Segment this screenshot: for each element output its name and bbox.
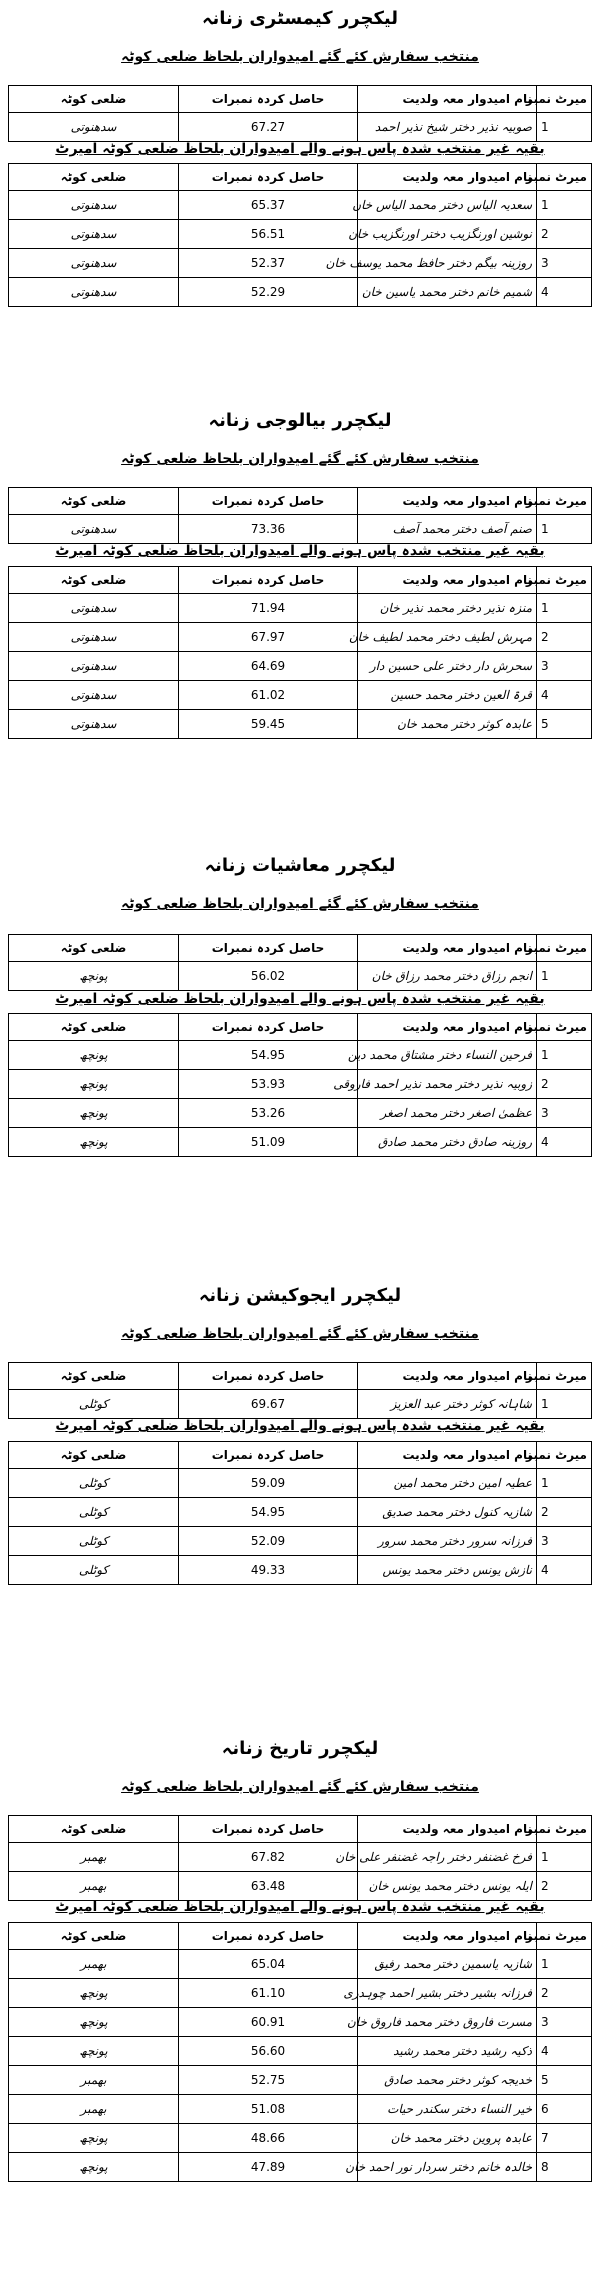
marks-cell: 67.82 [179, 1843, 358, 1872]
marks-cell: 69.67 [179, 1390, 358, 1419]
remaining-heading: بقیہ غیر منتخب شدہ پاس ہونے والے امیدواران بلحاظ ضلعی کوٹہ امیرٹ [55, 991, 545, 1007]
marks-header: حاصل کردہ نمبرات [179, 1014, 358, 1041]
district-cell: سدھنوتی [9, 191, 179, 220]
candidates-table [8, 163, 592, 307]
table-row [9, 278, 592, 307]
name-header: نام امیدوار معہ ولدیت [358, 1923, 537, 1950]
marks-cell: 54.95 [179, 1498, 358, 1527]
district-cell: پونچھ [9, 1070, 179, 1099]
merit-cell: 2 [537, 220, 592, 249]
table-row [9, 220, 592, 249]
district-cell: کوٹلی [9, 1390, 179, 1419]
merit-cell: 1 [537, 191, 592, 220]
table-row [9, 1556, 592, 1585]
district-cell: سدھنوتی [9, 220, 179, 249]
marks-header: حاصل کردہ نمبرات [179, 1816, 358, 1843]
name-cell: زوبیہ نذیر دختر محمد نذیر احمد فاروقی [358, 1070, 537, 1099]
marks-cell: 61.10 [179, 1979, 358, 2008]
merit-cell: 2 [537, 623, 592, 652]
name-cell: خالدہ خانم دختر سردار نور احمد خان [358, 2153, 537, 2182]
table-row [9, 1099, 592, 1128]
header-row [9, 488, 592, 515]
merit-cell: 1 [537, 515, 592, 544]
candidates-table [8, 85, 592, 142]
district-cell: پونچھ [9, 1041, 179, 1070]
district-header: ضلعی کوٹہ [9, 935, 179, 962]
marks-header: حاصل کردہ نمبرات [179, 1923, 358, 1950]
name-header: نام امیدوار معہ ولدیت [358, 1442, 537, 1469]
merit-header: میرٹ نمبر [537, 567, 592, 594]
table-row [9, 2037, 592, 2066]
selected-heading: منتخب سفارش کئے گئے امیدواران بلحاظ ضلعی کوٹہ [121, 1326, 479, 1342]
table-row [9, 962, 592, 991]
name-cell: فرزانہ سرور دختر محمد سرور [358, 1527, 537, 1556]
merit-cell: 1 [537, 113, 592, 142]
merit-cell: 3 [537, 652, 592, 681]
marks-cell: 67.97 [179, 623, 358, 652]
merit-header: میرٹ نمبر [537, 1014, 592, 1041]
name-header: نام امیدوار معہ ولدیت [358, 164, 537, 191]
name-cell: ذکیہ رشید دختر محمد رشید [358, 2037, 537, 2066]
name-cell: روزینہ صادق دختر محمد صادق [358, 1128, 537, 1157]
name-cell: قرۃ العین دختر محمد حسین [358, 681, 537, 710]
name-cell: فرزانہ بشیر دختر بشیر احمد چوہدری [358, 1979, 537, 2008]
district-cell: بھمبر [9, 1843, 179, 1872]
merit-header: میرٹ نمبر [537, 935, 592, 962]
table-row [9, 2153, 592, 2182]
district-cell: بھمبر [9, 1950, 179, 1979]
table-row [9, 2095, 592, 2124]
marks-header: حاصل کردہ نمبرات [179, 1363, 358, 1390]
marks-header: حاصل کردہ نمبرات [179, 164, 358, 191]
name-cell: نوشین اورنگزیب دختر اورنگزیب خان [358, 220, 537, 249]
table-row [9, 681, 592, 710]
district-cell: پونچھ [9, 1099, 179, 1128]
name-cell: صنم آصف دختر محمد آصف [358, 515, 537, 544]
marks-cell: 73.36 [179, 515, 358, 544]
merit-cell: 2 [537, 1979, 592, 2008]
marks-cell: 51.08 [179, 2095, 358, 2124]
district-cell: کوٹلی [9, 1556, 179, 1585]
marks-cell: 52.09 [179, 1527, 358, 1556]
table-row [9, 1527, 592, 1556]
header-row [9, 86, 592, 113]
remaining-heading: بقیہ غیر منتخب شدہ پاس ہونے والے امیدواران بلحاظ ضلعی کوٹہ امیرٹ [55, 543, 545, 559]
merit-cell: 1 [537, 594, 592, 623]
name-cell: نازش یونس دختر محمد یونس [358, 1556, 537, 1585]
district-cell: سدھنوتی [9, 278, 179, 307]
marks-cell: 56.60 [179, 2037, 358, 2066]
merit-cell: 5 [537, 710, 592, 739]
merit-header: میرٹ نمبر [537, 1363, 592, 1390]
table-row [9, 594, 592, 623]
merit-cell: 2 [537, 1498, 592, 1527]
marks-cell: 56.02 [179, 962, 358, 991]
marks-cell: 54.95 [179, 1041, 358, 1070]
header-row [9, 935, 592, 962]
district-header: ضلعی کوٹہ [9, 1014, 179, 1041]
table-row [9, 1128, 592, 1157]
district-cell: پونچھ [9, 2037, 179, 2066]
district-cell: پونچھ [9, 962, 179, 991]
name-cell: فرخ غضنفر دختر راجہ غضنفر علی خان [358, 1843, 537, 1872]
table-row [9, 113, 592, 142]
district-header: ضلعی کوٹہ [9, 1363, 179, 1390]
marks-header: حاصل کردہ نمبرات [179, 567, 358, 594]
name-cell: ایلہ یونس دختر محمد یونس خان [358, 1872, 537, 1901]
remaining-heading: بقیہ غیر منتخب شدہ پاس ہونے والے امیدواران بلحاظ ضلعی کوٹہ امیرٹ [55, 141, 545, 157]
name-cell: منزہ نذیر دختر محمد نذیر خان [358, 594, 537, 623]
candidates-table [8, 1815, 592, 1901]
merit-cell: 1 [537, 1843, 592, 1872]
district-cell: بھمبر [9, 2066, 179, 2095]
selected-heading: منتخب سفارش کئے گئے امیدواران بلحاظ ضلعی کوٹہ [121, 451, 479, 467]
merit-header: میرٹ نمبر [537, 164, 592, 191]
name-cell: خدیجہ کوثر دختر محمد صادق [358, 2066, 537, 2095]
district-header: ضلعی کوٹہ [9, 1923, 179, 1950]
marks-header: حاصل کردہ نمبرات [179, 488, 358, 515]
name-cell: سعدیہ الیاس دختر محمد الیاس خان [358, 191, 537, 220]
district-cell: بھمبر [9, 2095, 179, 2124]
district-cell: بھمبر [9, 1872, 179, 1901]
marks-cell: 61.02 [179, 681, 358, 710]
selected-heading: منتخب سفارش کئے گئے امیدواران بلحاظ ضلعی کوٹہ [121, 896, 479, 912]
name-cell: انجم رزاق دختر محمد رزاق خان [358, 962, 537, 991]
header-row [9, 1923, 592, 1950]
selected-heading: منتخب سفارش کئے گئے امیدواران بلحاظ ضلعی کوٹہ [121, 49, 479, 65]
name-cell: خیر النساء دختر سکندر حیات [358, 2095, 537, 2124]
table-row [9, 2124, 592, 2153]
district-cell: کوٹلی [9, 1469, 179, 1498]
table-row [9, 1872, 592, 1901]
district-header: ضلعی کوٹہ [9, 1816, 179, 1843]
district-cell: پونچھ [9, 2153, 179, 2182]
marks-cell: 59.45 [179, 710, 358, 739]
section-title: لیکچرر کیمسٹری زنانہ [201, 8, 399, 29]
merit-cell: 3 [537, 1099, 592, 1128]
header-row [9, 1014, 592, 1041]
name-cell: مسرت فاروق دختر محمد فاروق خان [358, 2008, 537, 2037]
merit-cell: 5 [537, 2066, 592, 2095]
district-cell: پونچھ [9, 2008, 179, 2037]
merit-cell: 7 [537, 2124, 592, 2153]
district-header: ضلعی کوٹہ [9, 488, 179, 515]
district-cell: کوٹلی [9, 1527, 179, 1556]
remaining-heading: بقیہ غیر منتخب شدہ پاس ہونے والے امیدواران بلحاظ ضلعی کوٹہ امیرٹ [55, 1418, 545, 1434]
merit-cell: 4 [537, 2037, 592, 2066]
candidates-table [8, 1922, 592, 2182]
name-cell: صوبیہ نذیر دختر شیخ نذیر احمد [358, 113, 537, 142]
marks-cell: 49.33 [179, 1556, 358, 1585]
table-row [9, 2066, 592, 2095]
table-row [9, 1469, 592, 1498]
name-cell: عطیہ امین دختر محمد امین [358, 1469, 537, 1498]
merit-cell: 2 [537, 1070, 592, 1099]
section-title: لیکچرر ایجوکیشن زنانہ [198, 1285, 402, 1306]
merit-cell: 1 [537, 1041, 592, 1070]
district-cell: سدھنوتی [9, 652, 179, 681]
marks-cell: 67.27 [179, 113, 358, 142]
section-title: لیکچرر معاشیات زنانہ [204, 855, 396, 876]
merit-header: میرٹ نمبر [537, 1442, 592, 1469]
district-cell: سدھنوتی [9, 681, 179, 710]
merit-cell: 1 [537, 1950, 592, 1979]
merit-cell: 4 [537, 681, 592, 710]
candidates-table [8, 1441, 592, 1585]
header-row [9, 1816, 592, 1843]
district-header: ضلعی کوٹہ [9, 86, 179, 113]
merit-cell: 4 [537, 278, 592, 307]
section-title: لیکچرر تاریخ زنانہ [221, 1738, 379, 1759]
merit-cell: 1 [537, 1469, 592, 1498]
name-header: نام امیدوار معہ ولدیت [358, 935, 537, 962]
merit-cell: 4 [537, 1128, 592, 1157]
merit-header: میرٹ نمبر [537, 1923, 592, 1950]
candidates-table [8, 1013, 592, 1157]
table-row [9, 1979, 592, 2008]
district-header: ضلعی کوٹہ [9, 1442, 179, 1469]
marks-cell: 53.26 [179, 1099, 358, 1128]
marks-cell: 52.29 [179, 278, 358, 307]
name-cell: عابدہ پروین دختر محمد خان [358, 2124, 537, 2153]
district-cell: سدھنوتی [9, 710, 179, 739]
merit-cell: 6 [537, 2095, 592, 2124]
marks-cell: 65.04 [179, 1950, 358, 1979]
header-row [9, 1442, 592, 1469]
table-row [9, 1950, 592, 1979]
table-row [9, 1498, 592, 1527]
table-row [9, 710, 592, 739]
marks-cell: 71.94 [179, 594, 358, 623]
marks-cell: 48.66 [179, 2124, 358, 2153]
district-cell: کوٹلی [9, 1498, 179, 1527]
marks-cell: 63.48 [179, 1872, 358, 1901]
table-row [9, 1041, 592, 1070]
merit-cell: 4 [537, 1556, 592, 1585]
header-row [9, 567, 592, 594]
marks-cell: 52.75 [179, 2066, 358, 2095]
table-row [9, 191, 592, 220]
header-row [9, 164, 592, 191]
name-header: نام امیدوار معہ ولدیت [358, 1014, 537, 1041]
marks-cell: 56.51 [179, 220, 358, 249]
table-row [9, 2008, 592, 2037]
table-row [9, 1070, 592, 1099]
district-cell: سدھنوتی [9, 515, 179, 544]
marks-cell: 60.91 [179, 2008, 358, 2037]
name-header: نام امیدوار معہ ولدیت [358, 488, 537, 515]
district-cell: سدھنوتی [9, 249, 179, 278]
table-row [9, 249, 592, 278]
name-cell: عابدہ کوثر دختر محمد خان [358, 710, 537, 739]
merit-header: میرٹ نمبر [537, 1816, 592, 1843]
district-cell: پونچھ [9, 1979, 179, 2008]
name-cell: مہرش لطیف دختر محمد لطیف خان [358, 623, 537, 652]
candidates-table [8, 487, 592, 544]
name-cell: سحرش دار دختر علی حسین دار [358, 652, 537, 681]
name-cell: عظمیٰ اصغر دختر محمد اصغر [358, 1099, 537, 1128]
marks-header: حاصل کردہ نمبرات [179, 935, 358, 962]
marks-cell: 53.93 [179, 1070, 358, 1099]
marks-cell: 65.37 [179, 191, 358, 220]
district-cell: پونچھ [9, 2124, 179, 2153]
merit-cell: 3 [537, 249, 592, 278]
marks-cell: 64.69 [179, 652, 358, 681]
header-row [9, 1363, 592, 1390]
candidates-table [8, 566, 592, 739]
name-cell: شمیم خانم دختر محمد یاسین خان [358, 278, 537, 307]
merit-cell: 3 [537, 1527, 592, 1556]
name-cell: شاہانہ کوثر دختر عبد العزیز [358, 1390, 537, 1419]
merit-cell: 1 [537, 962, 592, 991]
marks-cell: 47.89 [179, 2153, 358, 2182]
district-header: ضلعی کوٹہ [9, 567, 179, 594]
name-header: نام امیدوار معہ ولدیت [358, 567, 537, 594]
section-title: لیکچرر بیالوجی زنانہ [208, 410, 392, 431]
merit-header: میرٹ نمبر [537, 86, 592, 113]
name-cell: روزینہ بیگم دختر حافظ محمد یوسف خان [358, 249, 537, 278]
merit-header: میرٹ نمبر [537, 488, 592, 515]
marks-cell: 59.09 [179, 1469, 358, 1498]
marks-header: حاصل کردہ نمبرات [179, 86, 358, 113]
table-row [9, 623, 592, 652]
candidates-table [8, 1362, 592, 1419]
remaining-heading: بقیہ غیر منتخب شدہ پاس ہونے والے امیدواران بلحاظ ضلعی کوٹہ امیرٹ [55, 1899, 545, 1915]
name-header: نام امیدوار معہ ولدیت [358, 1363, 537, 1390]
table-row [9, 652, 592, 681]
name-header: نام امیدوار معہ ولدیت [358, 86, 537, 113]
district-cell: پونچھ [9, 1128, 179, 1157]
district-cell: سدھنوتی [9, 113, 179, 142]
district-header: ضلعی کوٹہ [9, 164, 179, 191]
merit-cell: 2 [537, 1872, 592, 1901]
marks-cell: 52.37 [179, 249, 358, 278]
name-cell: فرحین النساء دختر مشتاق محمد دین [358, 1041, 537, 1070]
table-row [9, 1390, 592, 1419]
district-cell: سدھنوتی [9, 623, 179, 652]
candidates-table [8, 934, 592, 991]
table-row [9, 1843, 592, 1872]
name-cell: شازیہ کنول دختر محمد صدیق [358, 1498, 537, 1527]
merit-cell: 3 [537, 2008, 592, 2037]
merit-cell: 8 [537, 2153, 592, 2182]
merit-cell: 1 [537, 1390, 592, 1419]
name-header: نام امیدوار معہ ولدیت [358, 1816, 537, 1843]
marks-header: حاصل کردہ نمبرات [179, 1442, 358, 1469]
selected-heading: منتخب سفارش کئے گئے امیدواران بلحاظ ضلعی کوٹہ [121, 1779, 479, 1795]
name-cell: شازیہ یاسمین دختر محمد رفیق [358, 1950, 537, 1979]
table-row [9, 515, 592, 544]
marks-cell: 51.09 [179, 1128, 358, 1157]
district-cell: سدھنوتی [9, 594, 179, 623]
